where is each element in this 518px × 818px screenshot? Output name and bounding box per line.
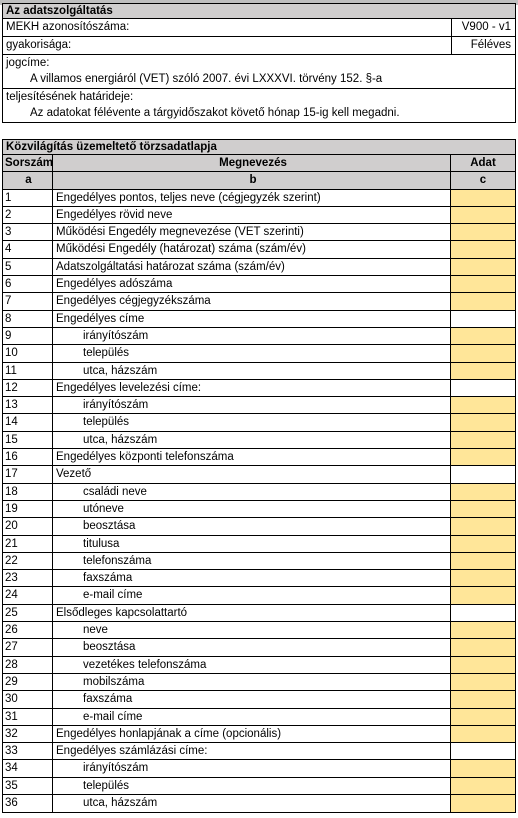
table-row (3, 466, 515, 483)
table-row (3, 743, 515, 760)
data-input-cell[interactable] (451, 674, 515, 690)
row-number: 33 (3, 743, 53, 759)
row-label: faxszáma (53, 570, 451, 586)
row-label: utca, házszám (53, 432, 451, 448)
row-label: Engedélyes pontos, teljes neve (cégjegyzék szerint) (53, 190, 451, 206)
data-input-cell[interactable] (451, 518, 515, 534)
row-number: 30 (3, 691, 53, 707)
row-label: Engedélyes központi telefonszáma (53, 449, 451, 465)
data-input-cell[interactable] (451, 553, 515, 569)
row-number: 22 (3, 553, 53, 569)
row-label: neve (53, 622, 451, 638)
col-letter-b: b (53, 172, 451, 188)
row-number: 3 (3, 224, 53, 240)
table-row (3, 432, 515, 449)
legal-block (3, 55, 515, 89)
freq-row (3, 37, 515, 55)
row-label: irányítószám (53, 397, 451, 413)
col-letter-a: a (3, 172, 53, 188)
id-row (3, 19, 515, 37)
table-body (3, 190, 515, 813)
row-label: település (53, 345, 451, 361)
data-input-cell[interactable] (451, 726, 515, 742)
data-input-cell[interactable] (451, 536, 515, 552)
data-input-cell[interactable] (451, 224, 515, 240)
data-input-cell[interactable] (451, 293, 515, 309)
deadline-block (3, 89, 515, 122)
table-row (3, 241, 515, 258)
table-letter-row (3, 172, 515, 189)
data-input-cell[interactable] (451, 241, 515, 257)
table-row (3, 709, 515, 726)
row-label: beosztása (53, 639, 451, 655)
row-label: utóneve (53, 501, 451, 517)
data-input-cell (451, 605, 515, 621)
data-input-cell[interactable] (451, 432, 515, 448)
row-label: irányítószám (53, 328, 451, 344)
table-row (3, 449, 515, 466)
row-number: 1 (3, 190, 53, 206)
legal-text: A villamos energiáról (VET) szóló 2007. évi LXXXVI. törvény 152. §-a (30, 73, 383, 85)
data-input-cell[interactable] (451, 328, 515, 344)
table-row (3, 224, 515, 241)
freq-value: Féléves (451, 37, 515, 54)
row-number: 9 (3, 328, 53, 344)
table-row (3, 587, 515, 604)
info-section (2, 3, 516, 123)
data-input-cell[interactable] (451, 795, 515, 812)
row-number: 26 (3, 622, 53, 638)
deadline-text: Az adatokat félévente a tárgyidőszakot követő hónap 15-ig kell megadni. (30, 107, 400, 119)
row-number: 12 (3, 380, 53, 396)
data-input-cell (451, 466, 515, 482)
table-row (3, 380, 515, 397)
table-row (3, 518, 515, 535)
table-header-row (3, 155, 515, 172)
row-label: beosztása (53, 518, 451, 534)
table-row (3, 536, 515, 553)
table-row (3, 276, 515, 293)
row-label: Elsődleges kapcsolattartó (53, 605, 451, 621)
table-row (3, 726, 515, 743)
row-number: 14 (3, 414, 53, 430)
data-input-cell[interactable] (451, 622, 515, 638)
row-number: 23 (3, 570, 53, 586)
row-number: 19 (3, 501, 53, 517)
id-value: V900 - v1 (451, 19, 515, 36)
table-row (3, 778, 515, 795)
row-label: Engedélyes cégjegyzékszáma (53, 293, 451, 309)
data-input-cell[interactable] (451, 570, 515, 586)
table-row (3, 363, 515, 380)
row-number: 20 (3, 518, 53, 534)
row-number: 15 (3, 432, 53, 448)
row-number: 27 (3, 639, 53, 655)
data-input-cell[interactable] (451, 587, 515, 603)
row-number: 5 (3, 259, 53, 275)
row-number: 16 (3, 449, 53, 465)
table-row (3, 397, 515, 414)
row-label: Engedélyes címe (53, 311, 451, 327)
data-table (2, 139, 516, 813)
table-title: Közvilágítás üzemeltető törzsadatlapja (3, 140, 515, 155)
row-label: utca, házszám (53, 795, 451, 812)
row-label: Engedélyes levelezési címe: (53, 380, 451, 396)
row-label: vezetékes telefonszáma (53, 657, 451, 673)
data-input-cell[interactable] (451, 345, 515, 361)
data-input-cell[interactable] (451, 501, 515, 517)
table-row (3, 501, 515, 518)
row-number: 13 (3, 397, 53, 413)
data-input-cell[interactable] (451, 276, 515, 292)
row-number: 28 (3, 657, 53, 673)
table-row (3, 691, 515, 708)
row-number: 34 (3, 760, 53, 776)
table-row (3, 207, 515, 224)
table-row (3, 795, 515, 812)
legal-label: jogcíme: (6, 57, 50, 69)
row-label: családi neve (53, 484, 451, 500)
row-number: 17 (3, 466, 53, 482)
table-row (3, 345, 515, 362)
row-label: utca, házszám (53, 363, 451, 379)
freq-label: gyakorisága: (6, 39, 72, 51)
col-header-name: Megnevezés (53, 155, 451, 171)
row-label: irányítószám (53, 760, 451, 776)
row-label: Engedélyes számlázási címe: (53, 743, 451, 759)
row-label: mobilszáma (53, 674, 451, 690)
row-number: 29 (3, 674, 53, 690)
data-input-cell[interactable] (451, 259, 515, 275)
row-number: 31 (3, 709, 53, 725)
data-input-cell[interactable] (451, 414, 515, 430)
row-label: Engedélyes rövid neve (53, 207, 451, 223)
row-number: 11 (3, 363, 53, 379)
row-number: 32 (3, 726, 53, 742)
data-input-cell[interactable] (451, 484, 515, 500)
col-header-number: Sorszám (3, 155, 53, 171)
table-row (3, 311, 515, 328)
table-row (3, 484, 515, 501)
data-input-cell[interactable] (451, 363, 515, 379)
data-input-cell[interactable] (451, 691, 515, 707)
row-label: település (53, 414, 451, 430)
col-letter-c: c (479, 174, 487, 187)
table-row (3, 622, 515, 639)
table-row (3, 674, 515, 691)
table-row (3, 190, 515, 207)
data-input-cell (451, 743, 515, 759)
deadline-label: teljesítésének határideje: (6, 91, 134, 103)
table-row (3, 553, 515, 570)
id-label: MEKH azonosítószáma: (6, 21, 130, 33)
row-number: 18 (3, 484, 53, 500)
data-input-cell[interactable] (451, 778, 515, 794)
table-row (3, 293, 515, 310)
row-number: 8 (3, 311, 53, 327)
row-label: titulusa (53, 536, 451, 552)
row-number: 36 (3, 795, 53, 812)
row-label: Engedélyes adószáma (53, 276, 451, 292)
row-label: telefonszáma (53, 553, 451, 569)
row-number: 35 (3, 778, 53, 794)
data-input-cell[interactable] (451, 709, 515, 725)
data-input-cell (451, 311, 515, 327)
row-number: 25 (3, 605, 53, 621)
table-row (3, 657, 515, 674)
row-number: 21 (3, 536, 53, 552)
row-label: Engedélyes honlapjának a címe (opcionális) (53, 726, 451, 742)
info-header: Az adatszolgáltatás (3, 4, 515, 19)
row-label: Működési Engedély megnevezése (VET szerinti) (53, 224, 451, 240)
table-row (3, 259, 515, 276)
row-label: Működési Engedély (határozat) száma (szám/év) (53, 241, 451, 257)
table-row (3, 760, 515, 777)
data-input-cell[interactable] (451, 207, 515, 223)
col-header-data: Adat (470, 157, 496, 169)
data-input-cell[interactable] (451, 449, 515, 465)
data-input-cell[interactable] (451, 657, 515, 673)
row-number: 2 (3, 207, 53, 223)
row-number: 24 (3, 587, 53, 603)
data-input-cell[interactable] (451, 397, 515, 413)
data-input-cell[interactable] (451, 639, 515, 655)
row-label: faxszáma (53, 691, 451, 707)
table-row (3, 605, 515, 622)
row-label: e-mail címe (53, 709, 451, 725)
table-row (3, 414, 515, 431)
row-number: 7 (3, 293, 53, 309)
data-input-cell[interactable] (451, 760, 515, 776)
row-number: 4 (3, 241, 53, 257)
data-input-cell (451, 380, 515, 396)
row-label: Adatszolgáltatási határozat száma (szám/év) (53, 259, 451, 275)
row-label: e-mail címe (53, 587, 451, 603)
row-label: Vezető (53, 466, 451, 482)
data-input-cell[interactable] (451, 190, 515, 206)
row-number: 10 (3, 345, 53, 361)
table-row (3, 570, 515, 587)
row-number: 6 (3, 276, 53, 292)
table-row (3, 328, 515, 345)
row-label: település (53, 778, 451, 794)
table-row (3, 639, 515, 656)
